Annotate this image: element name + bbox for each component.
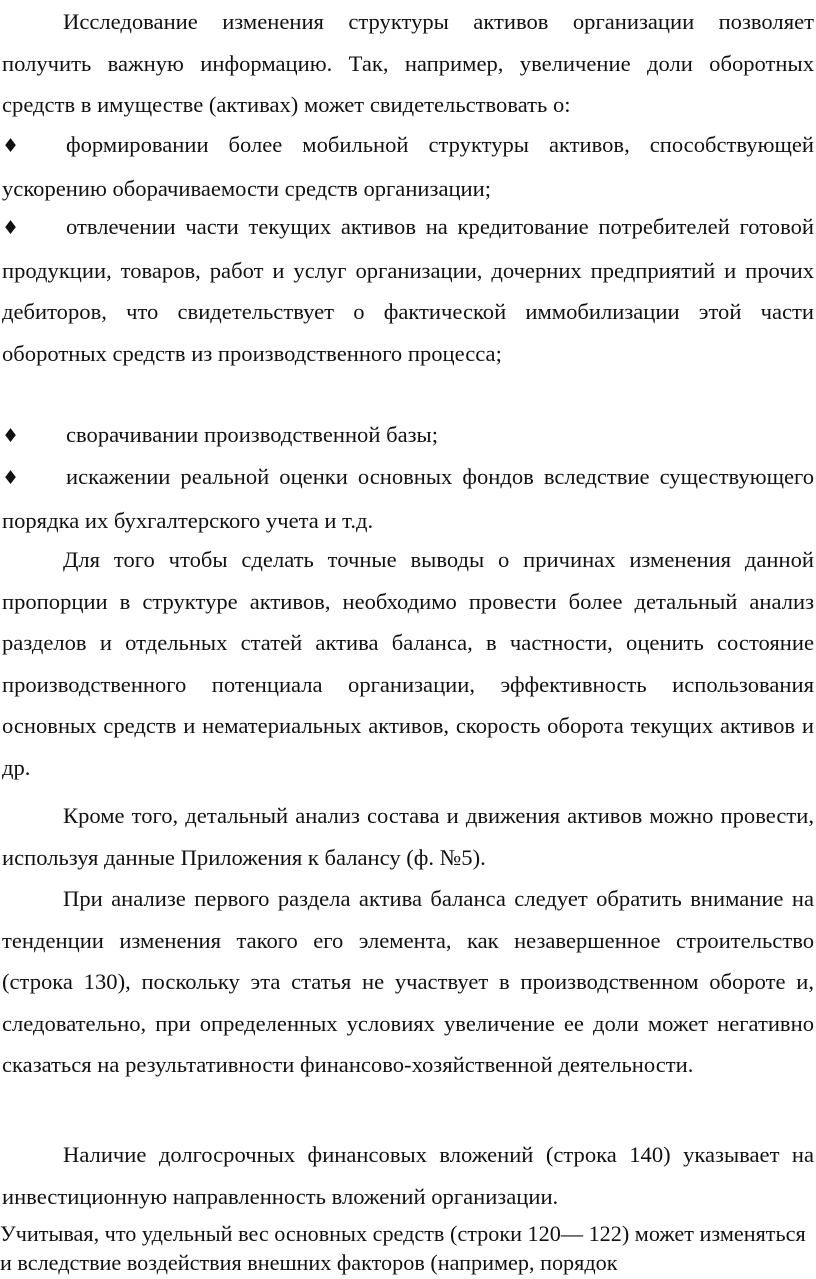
bullet-item-distortion <box>2 456 814 541</box>
diamond-bullet-icon: ♦ <box>2 135 20 157</box>
paragraph-fixed-assets: Учитывая, что удельный вес основных средств (строки 120— 122) может изменяться и вследствие воздействия внешних факторов (например, порядок <box>0 1221 806 1275</box>
paragraph-investments: Наличие долгосрочных финансовых вложений (строка 140) указывает на инвестиционную направленность вложений организации. <box>2 1142 814 1209</box>
paragraph-intro: Исследование изменения структуры активов организации позволяет получить важную информацию. Так, например, увеличение доли оборотных средств в имуществе (активах) может свидетельствовать о: <box>2 9 814 117</box>
diamond-bullet-icon: ♦ <box>2 467 20 489</box>
diamond-bullet-icon: ♦ <box>2 217 20 239</box>
bullet-text: формировании более мобильной структуры активов, способствующей ускорению оборачиваемости средств организации; <box>2 132 814 201</box>
bullet-text: искажении реальной оценки основных фондов вследствие существующего порядка их бухгалтерского учета и т.д. <box>2 464 814 533</box>
paragraph-conclusions: Для того чтобы сделать точные выводы о причинах изменения данной пропорции в структуре активов, необходимо провести более детальный анализ разделов и отдельных статей актива баланса, в частности, оценить состояние производственного потенциала организации, эффективность использования основных средств и нематериальных активов, скорость оборота текущих активов и др. <box>2 547 814 780</box>
bullet-text: отвлечении части текущих активов на кредитование потребителей готовой продукции, товаров, работ и услуг организации, дочерних предприятий и прочих дебиторов, что свидетельствует о фактической иммобилизации этой части оборотных средств из производственного процесса; <box>2 214 814 366</box>
paragraph-construction: При анализе первого раздела актива баланса следует обратить внимание на тенденции изменения такого его элемента, как незавершенное строительство (строка 130), поскольку эта статья не участвует в производственном обороте и, следовательно, при определенных условиях увеличение ее доли может негативно сказаться на результативности финансово-хозяйственной деятельности. <box>2 886 814 1077</box>
bullet-text: сворачивании производственной базы; <box>66 422 438 447</box>
diamond-bullet-icon: ♦ <box>2 425 20 447</box>
bullet-item-diversion <box>2 206 814 374</box>
bullet-item-reduction <box>2 414 814 458</box>
bullet-item-mobile-structure <box>2 124 814 209</box>
paragraph-appendix: Кроме того, детальный анализ состава и движения активов можно провести, используя данные Приложения к балансу (ф. №5). <box>2 803 814 870</box>
